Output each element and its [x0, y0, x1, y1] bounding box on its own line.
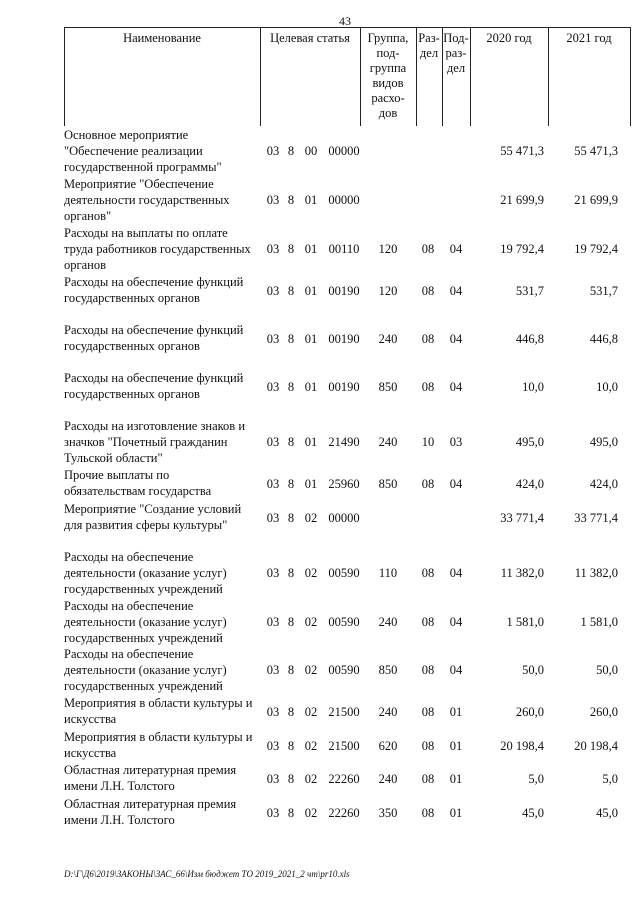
cell-c: 02: [304, 739, 318, 753]
cell-sec: 08: [421, 332, 435, 346]
cell-d: 00110: [328, 242, 360, 256]
cell-sec: 08: [421, 663, 435, 677]
cell-grp: 240: [378, 772, 398, 786]
row-name-line: искусства: [64, 712, 117, 726]
cell-v2021: 21 699,9: [574, 193, 618, 207]
row-name-line: деятельности (оказание услуг): [64, 566, 227, 580]
cell-b: 8: [287, 435, 295, 449]
cell-d: 00590: [328, 615, 360, 629]
cell-v2020: 10,0: [522, 380, 544, 394]
cell-v2020: 531,7: [515, 284, 544, 298]
cell-v2021: 20 198,4: [574, 739, 618, 753]
header-2021: 2021 год: [566, 31, 612, 45]
row-name-line: государственных органов: [64, 291, 200, 305]
cell-d: 21490: [328, 435, 360, 449]
row-name: [64, 370, 264, 402]
cell-b: 8: [287, 477, 295, 491]
header-subsection-line: Под-: [443, 31, 469, 45]
cell-d: 00190: [328, 332, 360, 346]
header-target: Целевая статья: [270, 31, 350, 45]
cell-a: 03: [266, 284, 280, 298]
cell-sec: 08: [421, 242, 435, 256]
row-name-line: имени Л.Н. Толстого: [64, 779, 175, 793]
cell-sub: 03: [449, 435, 463, 449]
header-group-line: группа: [369, 61, 407, 75]
cell-v2020: 45,0: [522, 806, 544, 820]
row-name-line: Расходы на изготовление знаков и: [64, 419, 246, 433]
cell-a: 03: [266, 477, 280, 491]
cell-c: 02: [304, 663, 318, 677]
header-section-line: дел: [419, 46, 439, 60]
header-group-line: видов: [372, 76, 404, 90]
cell-c: 02: [304, 511, 318, 525]
cell-a: 03: [266, 242, 280, 256]
row-name: [64, 501, 264, 533]
row-name-line: Областная литературная премия: [64, 797, 237, 811]
header-group-line: под-: [376, 46, 400, 60]
cell-v2021: 10,0: [596, 380, 618, 394]
row-name-line: труда работников государственных: [64, 242, 251, 256]
row-name-line: "Обеспечение реализации: [64, 144, 203, 158]
row-name-line: Расходы на обеспечение функций: [64, 371, 244, 385]
cell-d: 21500: [328, 705, 360, 719]
row-name-line: государственных учреждений: [64, 679, 223, 693]
table-row: [0, 695, 640, 729]
row-name: [64, 467, 264, 499]
table-row: [0, 598, 640, 646]
table-row: [0, 322, 640, 370]
cell-d: 00000: [328, 511, 360, 525]
header-subsection-line: дел: [446, 61, 466, 75]
file-path-footer: D:\Г\Д6\2019\ЗАКОНЫ\ЗАС_66\Изм бюджет ТО 2019_2021_2 чт\pr10.xls: [64, 869, 350, 879]
table-row: [0, 729, 640, 762]
row-name-line: обязательствам государства: [64, 484, 212, 498]
table-row: [0, 274, 640, 322]
cell-sub: 04: [449, 663, 463, 677]
header-group-line: расхо-: [371, 91, 405, 105]
cell-grp: 350: [378, 806, 398, 820]
cell-d: 00590: [328, 663, 360, 677]
cell-a: 03: [266, 615, 280, 629]
cell-c: 01: [304, 284, 318, 298]
page-number: 43: [339, 14, 351, 28]
cell-d: 00000: [328, 144, 360, 158]
cell-b: 8: [287, 144, 295, 158]
cell-grp: 110: [378, 566, 398, 580]
cell-v2021: 45,0: [596, 806, 618, 820]
cell-d: 22260: [328, 806, 360, 820]
table-row: [0, 176, 640, 225]
row-name: [64, 225, 264, 273]
cell-a: 03: [266, 705, 280, 719]
cell-grp: 850: [378, 380, 398, 394]
row-name-line: деятельности (оказание услуг): [64, 663, 227, 677]
table-row: [0, 646, 640, 695]
row-name: [64, 646, 264, 694]
cell-grp: 240: [378, 435, 398, 449]
table-row: [0, 418, 640, 467]
cell-v2021: 1 581,0: [580, 615, 618, 629]
cell-sec: 08: [421, 739, 435, 753]
header-section: [416, 31, 442, 61]
cell-d: 25960: [328, 477, 360, 491]
row-name-line: государственной программы": [64, 160, 222, 174]
cell-v2021: 260,0: [589, 705, 618, 719]
cell-v2021: 55 471,3: [574, 144, 618, 158]
row-name-line: имени Л.Н. Толстого: [64, 813, 175, 827]
cell-v2021: 50,0: [596, 663, 618, 677]
cell-sub: 01: [449, 806, 463, 820]
cell-c: 01: [304, 477, 318, 491]
cell-d: 00000: [328, 193, 360, 207]
cell-b: 8: [287, 663, 295, 677]
row-name-line: Расходы на обеспечение: [64, 647, 194, 661]
cell-sub: 01: [449, 739, 463, 753]
cell-v2020: 424,0: [515, 477, 544, 491]
row-name: [64, 729, 264, 761]
cell-a: 03: [266, 193, 280, 207]
cell-v2020: 260,0: [515, 705, 544, 719]
cell-sec: 08: [421, 566, 435, 580]
cell-b: 8: [287, 511, 295, 525]
cell-c: 02: [304, 772, 318, 786]
cell-sec: 08: [421, 380, 435, 394]
cell-v2020: 11 382,0: [500, 566, 544, 580]
row-name: [64, 762, 264, 794]
cell-v2020: 19 792,4: [500, 242, 544, 256]
cell-grp: 850: [378, 663, 398, 677]
header-group: [360, 31, 416, 121]
row-name-line: Мероприятия в области культуры и: [64, 696, 253, 710]
cell-v2021: 5,0: [602, 772, 618, 786]
cell-sec: 08: [421, 806, 435, 820]
cell-d: 21500: [328, 739, 360, 753]
cell-a: 03: [266, 806, 280, 820]
cell-b: 8: [287, 566, 295, 580]
cell-a: 03: [266, 663, 280, 677]
header-divider: [630, 28, 631, 126]
cell-c: 01: [304, 332, 318, 346]
cell-b: 8: [287, 284, 295, 298]
row-name-line: для развития сферы культуры": [64, 518, 228, 532]
row-name-line: значков "Почетный гражданин: [64, 435, 228, 449]
table-row: [0, 501, 640, 549]
table-row: [0, 127, 640, 176]
cell-sec: 08: [421, 284, 435, 298]
cell-sec: 08: [421, 772, 435, 786]
cell-v2020: 1 581,0: [506, 615, 544, 629]
cell-sec: 08: [421, 477, 435, 491]
cell-grp: 850: [378, 477, 398, 491]
cell-v2021: 424,0: [589, 477, 618, 491]
cell-b: 8: [287, 242, 295, 256]
cell-c: 02: [304, 806, 318, 820]
row-name-line: Расходы на выплаты по оплате: [64, 226, 228, 240]
cell-d: 00590: [328, 566, 360, 580]
row-name-line: органов": [64, 209, 112, 223]
cell-a: 03: [266, 566, 280, 580]
cell-a: 03: [266, 144, 280, 158]
cell-v2021: 19 792,4: [574, 242, 618, 256]
cell-v2021: 531,7: [589, 284, 618, 298]
row-name-line: Тульской области": [64, 451, 163, 465]
header-subsection: [442, 31, 470, 76]
row-name-line: Расходы на обеспечение: [64, 599, 194, 613]
row-name-line: Расходы на обеспечение функций: [64, 323, 244, 337]
table-row: [0, 762, 640, 796]
header-subsection-line: раз-: [445, 46, 467, 60]
cell-a: 03: [266, 772, 280, 786]
cell-v2020: 21 699,9: [500, 193, 544, 207]
row-name: [64, 127, 264, 175]
cell-c: 02: [304, 566, 318, 580]
row-name: [64, 418, 264, 466]
cell-grp: 240: [378, 332, 398, 346]
row-name-line: Мероприятия в области культуры и: [64, 730, 253, 744]
cell-grp: 620: [378, 739, 398, 753]
cell-c: 02: [304, 615, 318, 629]
table-row: [0, 370, 640, 418]
header-group-line: дов: [378, 106, 398, 120]
row-name-line: деятельности (оказание услуг): [64, 615, 227, 629]
row-name: [64, 274, 264, 306]
cell-v2021: 33 771,4: [574, 511, 618, 525]
row-name-line: государственных учреждений: [64, 582, 223, 596]
row-name-line: Основное мероприятие: [64, 128, 189, 142]
header-2020: 2020 год: [486, 31, 532, 45]
cell-b: 8: [287, 380, 295, 394]
cell-v2020: 55 471,3: [500, 144, 544, 158]
cell-d: 00190: [328, 284, 360, 298]
cell-b: 8: [287, 332, 295, 346]
cell-sub: 04: [449, 615, 463, 629]
cell-sub: 04: [449, 284, 463, 298]
row-name: [64, 176, 264, 224]
cell-sub: 04: [449, 566, 463, 580]
cell-b: 8: [287, 772, 295, 786]
row-name-line: Расходы на обеспечение: [64, 550, 194, 564]
cell-sec: 08: [421, 615, 435, 629]
cell-v2021: 495,0: [589, 435, 618, 449]
table-row: [0, 549, 640, 598]
table-row: [0, 467, 640, 501]
cell-sub: 04: [449, 477, 463, 491]
cell-d: 22260: [328, 772, 360, 786]
row-name-line: государственных учреждений: [64, 631, 223, 645]
cell-b: 8: [287, 615, 295, 629]
cell-grp: 120: [378, 284, 398, 298]
table-header: [64, 27, 631, 126]
header-section-line: Раз-: [418, 31, 440, 45]
cell-a: 03: [266, 332, 280, 346]
cell-v2020: 5,0: [528, 772, 544, 786]
cell-c: 00: [304, 144, 318, 158]
row-name-line: деятельности государственных: [64, 193, 230, 207]
cell-a: 03: [266, 380, 280, 394]
row-name: [64, 322, 264, 354]
cell-a: 03: [266, 511, 280, 525]
cell-sub: 01: [449, 772, 463, 786]
cell-v2020: 33 771,4: [500, 511, 544, 525]
cell-sub: 04: [449, 380, 463, 394]
cell-sub: 04: [449, 332, 463, 346]
row-name-line: государственных органов: [64, 387, 200, 401]
row-name: [64, 598, 264, 646]
cell-a: 03: [266, 435, 280, 449]
cell-v2021: 446,8: [589, 332, 618, 346]
cell-b: 8: [287, 193, 295, 207]
row-name-line: Областная литературная премия: [64, 763, 237, 777]
cell-v2021: 11 382,0: [574, 566, 618, 580]
cell-c: 02: [304, 705, 318, 719]
cell-b: 8: [287, 739, 295, 753]
row-name: [64, 796, 264, 828]
row-name: [64, 549, 264, 597]
cell-a: 03: [266, 739, 280, 753]
row-name-line: государственных органов: [64, 339, 200, 353]
cell-d: 00190: [328, 380, 360, 394]
cell-sec: 08: [421, 705, 435, 719]
cell-v2020: 446,8: [515, 332, 544, 346]
cell-v2020: 495,0: [515, 435, 544, 449]
row-name-line: Прочие выплаты по: [64, 468, 170, 482]
cell-sub: 04: [449, 242, 463, 256]
table-row: [0, 225, 640, 274]
cell-b: 8: [287, 806, 295, 820]
cell-b: 8: [287, 705, 295, 719]
cell-grp: 240: [378, 705, 398, 719]
row-name-line: Мероприятие "Обеспечение: [64, 177, 214, 191]
row-name-line: Мероприятие "Создание условий: [64, 502, 242, 516]
cell-c: 01: [304, 242, 318, 256]
row-name-line: органов: [64, 258, 107, 272]
header-name: Наименование: [123, 31, 201, 45]
row-name-line: искусства: [64, 746, 117, 760]
cell-grp: 120: [378, 242, 398, 256]
row-name-line: Расходы на обеспечение функций: [64, 275, 244, 289]
table-row: [0, 796, 640, 830]
cell-sub: 01: [449, 705, 463, 719]
cell-grp: 240: [378, 615, 398, 629]
row-name: [64, 695, 264, 727]
cell-sec: 10: [421, 435, 435, 449]
header-group-line: Группа,: [367, 31, 409, 45]
cell-c: 01: [304, 435, 318, 449]
cell-c: 01: [304, 380, 318, 394]
cell-v2020: 20 198,4: [500, 739, 544, 753]
cell-v2020: 50,0: [522, 663, 544, 677]
cell-c: 01: [304, 193, 318, 207]
